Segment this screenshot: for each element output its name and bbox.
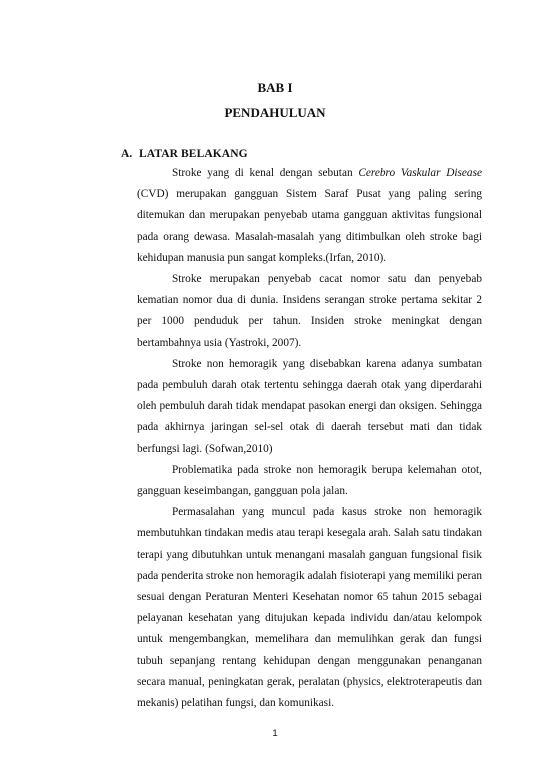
section-letter: A. — [121, 148, 133, 160]
paragraph-1-rest: (CVD) merupakan gangguan Sistem Saraf Pusat yang paling sering ditemukan dan merupakan penyebab utama gangguan aktivitas fungsional pada orang dewasa. Masalah-masalah yang ditimbulkan oleh stroke bagi kehidupan manusia pun sangat kompleks.(Irfan, 2010). — [137, 188, 482, 264]
section-heading — [121, 148, 248, 160]
paragraph-1 — [137, 163, 482, 269]
paragraph-3: Stroke non hemoragik yang disebabkan karena adanya sumbatan pada pembuluh darah otak tertentu sehingga daerah otak yang diperdarahi oleh pembuluh darah tidak mendapat pasokan energi dan oksigen. Sehingga pada akhirnya jaringan sel-sel otak di daerah tersebut mati dan tidak berfungsi lagi. (Sofwan,2010) — [137, 357, 482, 455]
section-title: LATAR BELAKANG — [139, 148, 248, 160]
paragraph-4: Problematika pada stroke non hemoragik berupa kelemahan otot, gangguan keseimbangan, gangguan pola jalan. — [137, 463, 482, 498]
chapter-number: BAB I — [257, 80, 293, 95]
paragraph-5: Permasalahan yang muncul pada kasus stroke non hemoragik membutuhkan tindakan medis atau terapi kesegala arah. Salah satu tindakan terapi yang dibutuhkan untuk menangani masalah ganguan fungsional fisik pada penderita stroke non hemoragik adalah fisioterapi yang memiliki peran sesuai dengan Peraturan Menteri Kesehatan nomor 65 tahun 2015 sebagai pelayanan kesehatan yang ditujukan kepada individu dan/atau kelompok untuk mengembangkan, memelihara dan memulihkan gerak dan fungsi tubuh sepanjang rentang kehidupan dengan menggunakan penanganan secara manual, peningkatan gerak, peralatan (physics, elektroterapeutis dan mekanis) pelatihan fungsi, dan komunikasi. — [137, 506, 482, 710]
page-number: 1 — [272, 728, 278, 739]
body-text — [137, 163, 482, 714]
paragraph-1-lead: Stroke yang di kenal dengan sebutan — [172, 167, 359, 179]
chapter-title: PENDAHULUAN — [224, 105, 326, 120]
paragraph-2: Stroke merupakan penyebab cacat nomor satu dan penyebab kematian nomor dua di dunia. Insidens serangan stroke pertama sekitar 2 per 1000 penduduk per tahun. Insiden stroke meningkat dengan bertambahnya usia (Yastroki, 2007). — [137, 273, 482, 349]
paragraph-1-italic-term: Cerebro Vaskular Disease — [358, 167, 482, 179]
